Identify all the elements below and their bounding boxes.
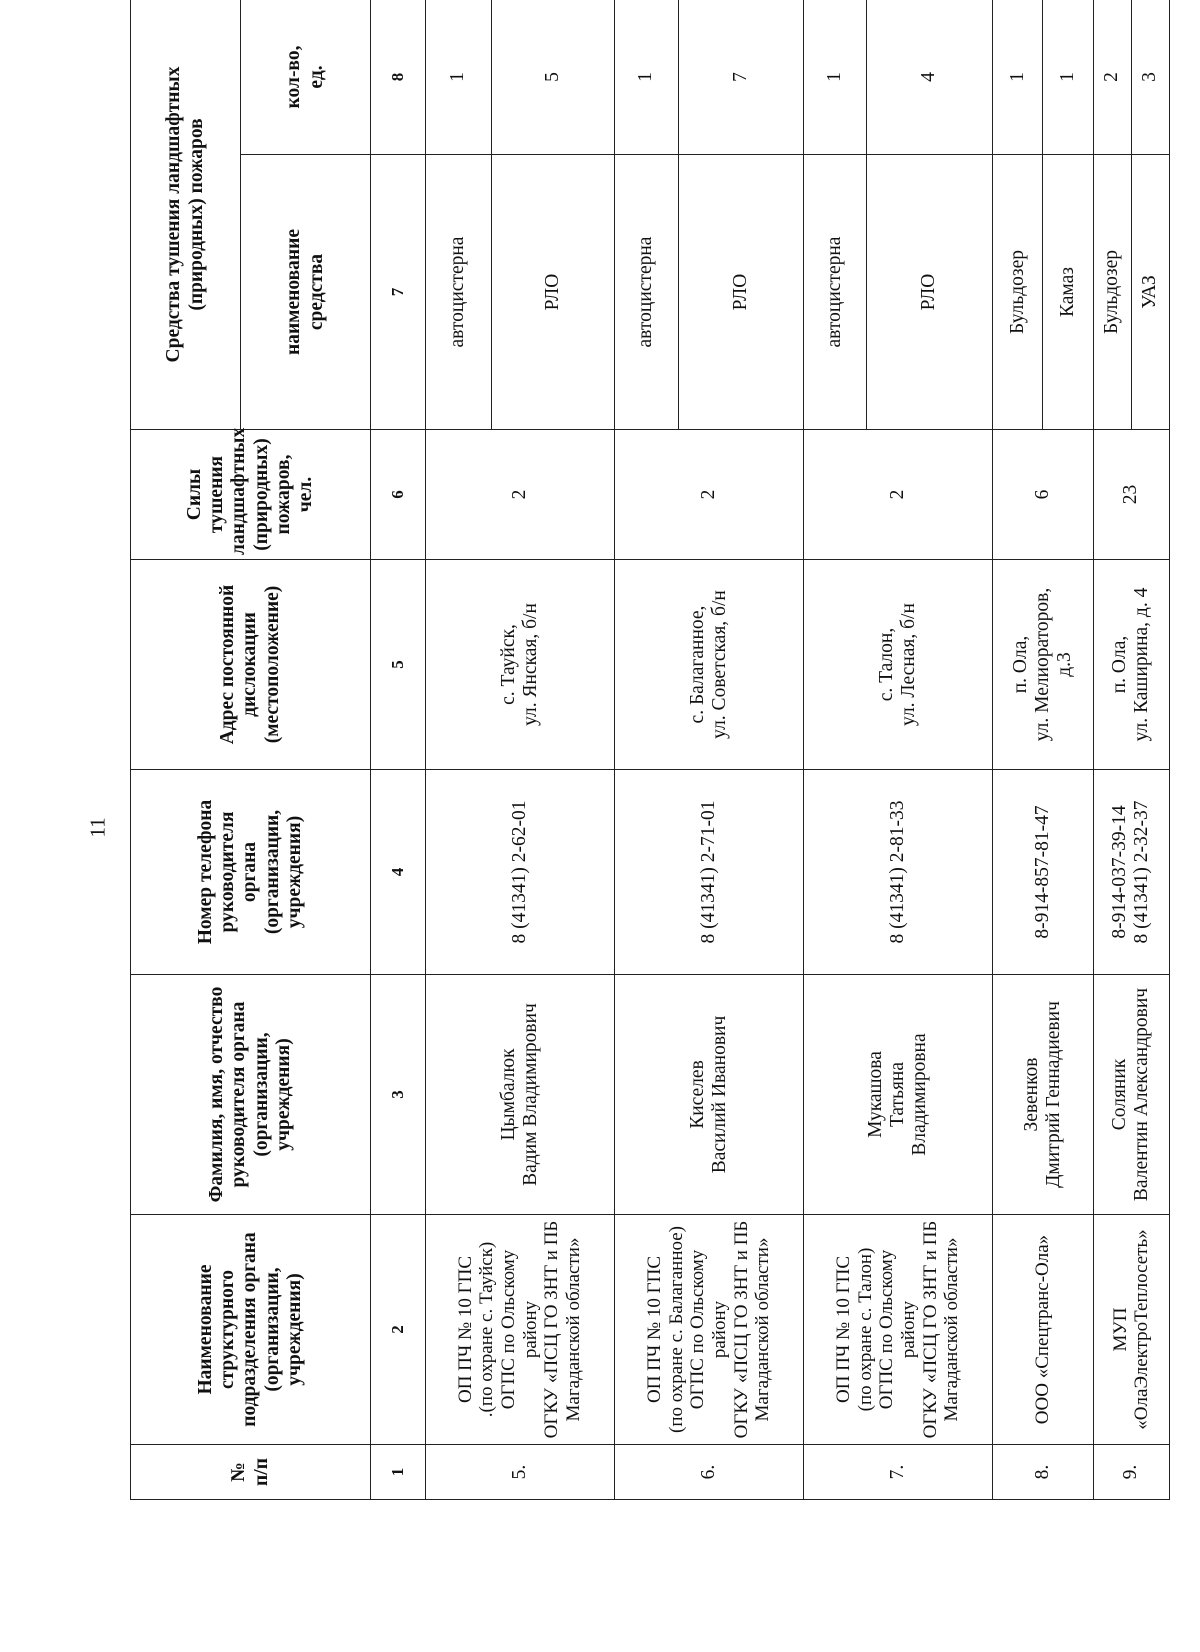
means-name-cell: автоцистерна [614, 155, 678, 430]
forces-cell: 2 [425, 430, 614, 560]
address-cell: с. Талон, ул. Лесная, б/н [803, 560, 992, 770]
means-qty-cell: 3 [1131, 0, 1169, 155]
means-name-cell: РЛО [678, 155, 803, 430]
row-number: 8. [993, 1445, 1093, 1500]
address-cell: с. Балаганное, ул. Советская, б/н [614, 560, 803, 770]
column-number: 3 [371, 975, 426, 1215]
column-number: 8 [371, 0, 426, 155]
head-fio-cell: Киселев Василий Иванович [614, 975, 803, 1215]
column-number: 1 [371, 1445, 426, 1500]
head-fio-cell: Соляник Валентин Александрович [1093, 975, 1169, 1215]
phone-cell: 8-914-857-81-47 [993, 770, 1093, 975]
head-fio-cell: Мукашова Татьяна Владимировна [803, 975, 992, 1215]
table-row [614, 0, 678, 1500]
column-number: 4 [371, 770, 426, 975]
org-name-cell: МУП «ОлаЭлектроТеплосеть» [1093, 1215, 1169, 1445]
row-number: 9. [1093, 1445, 1169, 1500]
page-number: 11 [85, 817, 110, 838]
means-qty-cell: 1 [1043, 0, 1093, 155]
forces-cell: 2 [803, 430, 992, 560]
header-num: № п/п [131, 1445, 371, 1500]
fire-forces-table [130, 0, 1170, 1500]
address-cell: с. Тауйск, ул. Янская, б/н [425, 560, 614, 770]
header-means: Средства тушения ландшафтных (природных) пожаров [131, 0, 241, 430]
table-row [1093, 0, 1131, 1500]
header-means-qty: кол-во, ед. [241, 0, 371, 155]
means-qty-cell: 1 [614, 0, 678, 155]
means-name-cell: автоцистерна [425, 155, 491, 430]
header-name: Наименование структурного подразделения органа (организации, учреждения) [131, 1215, 371, 1445]
means-name-cell: автоцистерна [803, 155, 866, 430]
header-address: Адрес постоянной дислокации (местоположение) [131, 560, 371, 770]
means-name-cell: УАЗ [1131, 155, 1169, 430]
column-number: 2 [371, 1215, 426, 1445]
column-number: 7 [371, 155, 426, 430]
table-row [993, 0, 1043, 1500]
header-head-fio: Фамилия, имя, отчество руководителя органа (организации, учреждения) [131, 975, 371, 1215]
means-qty-cell: 1 [803, 0, 866, 155]
org-name-cell: ОП ПЧ № 10 ГПС (по охране с. Балаганное) ОГПС по Ольскому району ОГКУ «ПСЦ ГО ЗНТ и ПБ Магаданской области» [614, 1215, 803, 1445]
row-number: 5. [425, 1445, 614, 1500]
address-cell: п. Ола, ул. Каширина, д. 4 [1093, 560, 1169, 770]
table-row [425, 0, 491, 1500]
header-means-name: наименование средства [241, 155, 371, 430]
means-qty-cell: 1 [425, 0, 491, 155]
means-qty-cell: 5 [491, 0, 614, 155]
row-number: 7. [803, 1445, 992, 1500]
org-name-cell: ОП ПЧ № 10 ГПС .(по охране с. Тауйск) ОГПС по Ольскому району ОГКУ «ПСЦ ГО ЗНТ и ПБ Магаданской области» [425, 1215, 614, 1445]
row-number: 6. [614, 1445, 803, 1500]
means-qty-cell: 7 [678, 0, 803, 155]
head-fio-cell: Цымбалюк Вадим Владимирович [425, 975, 614, 1215]
means-name-cell: Камаз [1043, 155, 1093, 430]
phone-cell: 8 (41341) 2-81-33 [803, 770, 992, 975]
means-name-cell: РЛО [867, 155, 993, 430]
table-row [803, 0, 866, 1500]
phone-cell: 8 (41341) 2-62-01 [425, 770, 614, 975]
org-name-cell: ОП ПЧ № 10 ГПС (по охране с. Талон) ОГПС по Ольскому району ОГКУ «ПСЦ ГО ЗНТ и ПБ Магаданской области» [803, 1215, 992, 1445]
column-number: 6 [371, 430, 426, 560]
phone-cell: 8-914-037-39-14 8 (41341) 2-32-37 [1093, 770, 1169, 975]
means-qty-cell: 1 [993, 0, 1043, 155]
head-fio-cell: Зевенков Дмитрий Геннадиевич [993, 975, 1093, 1215]
forces-cell: 23 [1093, 430, 1169, 560]
column-numbers-row [371, 0, 426, 1500]
forces-cell: 6 [993, 430, 1093, 560]
column-number: 5 [371, 560, 426, 770]
means-name-cell: РЛО [491, 155, 614, 430]
address-cell: п. Ола, ул. Мелиораторов, д.3 [993, 560, 1093, 770]
org-name-cell: ООО «Спецтранс-Ола» [993, 1215, 1093, 1445]
rotated-table-container [130, 0, 1170, 1500]
header-phone: Номер телефона руководителя органа (организации, учреждения) [131, 770, 371, 975]
means-qty-cell: 4 [867, 0, 993, 155]
phone-cell: 8 (41341) 2-71-01 [614, 770, 803, 975]
forces-cell: 2 [614, 430, 803, 560]
means-name-cell: Бульдозер [1093, 155, 1131, 430]
means-name-cell: Бульдозер [993, 155, 1043, 430]
header-forces: Силы тушения ландшафтных (природных) пожаров, чел. [131, 430, 371, 560]
means-qty-cell: 2 [1093, 0, 1131, 155]
